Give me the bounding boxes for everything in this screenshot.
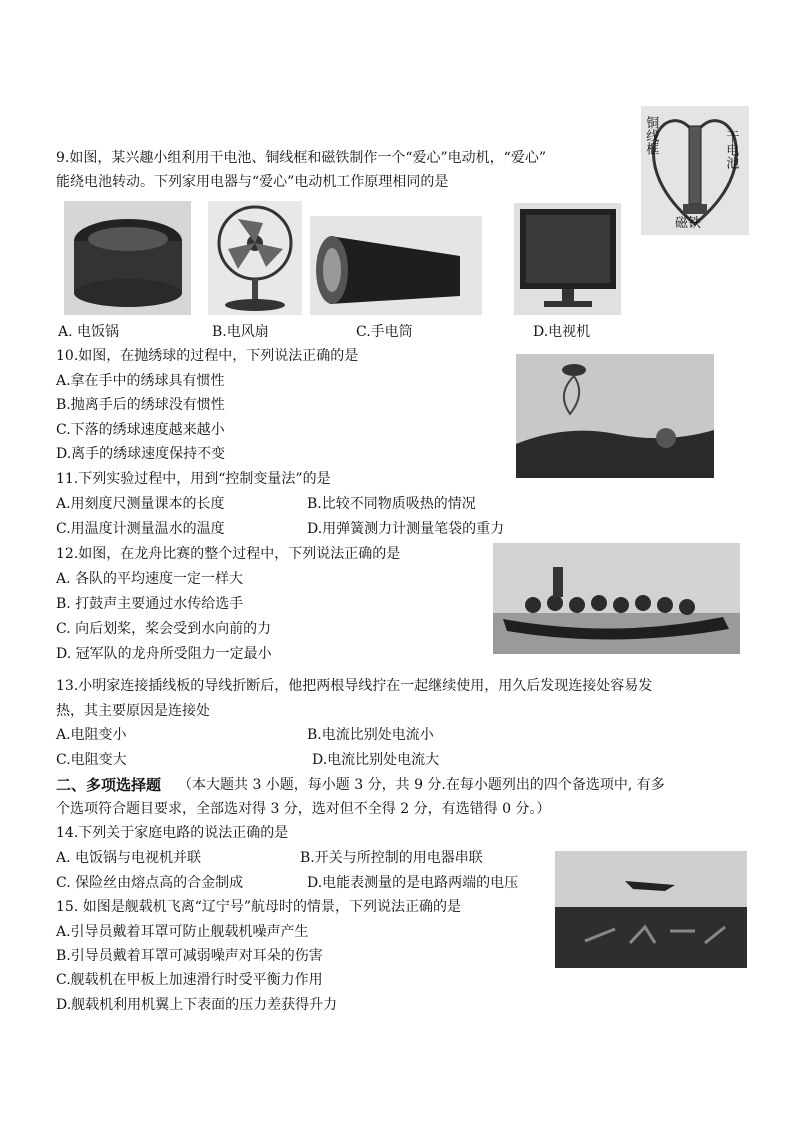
q12-option-b: B. 打鼓声主要通过水传给选手	[56, 596, 244, 612]
embroidered-ball-photo	[516, 354, 714, 478]
q9-stem-line2: 能绕电池转动。下列家用电器与“爱心”电动机工作原理相同的是	[56, 174, 449, 190]
rice-cooker-image	[64, 201, 191, 315]
q15-option-a: A.引导员戴着耳罩可防止舰载机噪声产生	[56, 924, 309, 940]
q11-option-d: D.用弹簧测力计测量笔袋的重力	[307, 521, 505, 537]
q13-stem-line1: 13.小明家连接插线板的导线折断后，他把两根导线拧在一起继续使用，用久后发现连接处容易发	[56, 678, 653, 694]
dragon-boat-photo	[493, 543, 740, 654]
q14-option-b: B.开关与所控制的用电器串联	[300, 850, 483, 866]
q12-option-d: D. 冠军队的龙舟所受阻力一定最小	[56, 646, 272, 662]
q15-option-c: C.舰载机在甲板上加速滑行时受平衡力作用	[56, 972, 323, 988]
q14-option-d: D.电能表测量的是电路两端的电压	[307, 875, 519, 891]
q9-option-a: A. 电饭锅	[58, 324, 120, 340]
dry-battery-label: 干电池	[723, 130, 739, 169]
q9-stem-line1: 9.如图，某兴趣小组利用干电池、铜线框和磁铁制作一个“爱心”电动机，“爱心”	[56, 150, 546, 166]
q9-option-c: C.手电筒	[356, 324, 413, 340]
section-heading: 二、多项选择题	[56, 776, 162, 794]
q13-option-b: B.电流比别处电流小	[307, 727, 434, 743]
copper-frame-label: 铜线框	[643, 116, 659, 155]
q11-stem: 11.下列实验过程中，用到“控制变量法”的是	[56, 471, 331, 487]
q15-option-d: D.舰载机利用机翼上下表面的压力差获得升力	[56, 997, 338, 1013]
heart-motor-figure	[641, 106, 749, 235]
television-image	[514, 203, 621, 315]
q11-option-b: B.比较不同物质吸热的情况	[307, 496, 476, 512]
magnet-label: 磁铁	[675, 216, 702, 231]
q14-option-c: C. 保险丝由熔点高的合金制成	[56, 875, 244, 891]
q15-option-b: B.引导员戴着耳罩可减弱噪声对耳朵的伤害	[56, 948, 323, 964]
q11-option-c: C.用温度计测量温水的温度	[56, 521, 225, 537]
q15-stem: 15. 如图是舰载机飞离“辽宁号”航母时的情景，下列说法正确的是	[56, 899, 462, 915]
electric-fan-image	[208, 201, 302, 315]
q10-option-c: C.下落的绣球速度越来越小	[56, 422, 225, 438]
q14-option-a: A. 电饭锅与电视机并联	[56, 850, 202, 866]
section-note-line2: 个选项符合题目要求，全部选对得 3 分，选对但不全得 2 分，有选错得 0 分。）	[56, 801, 551, 817]
q12-option-c: C. 向后划桨，桨会受到水向前的力	[56, 621, 272, 637]
q11-option-a: A.用刻度尺测量课本的长度	[56, 496, 225, 512]
q13-option-a: A.电阻变小	[56, 727, 127, 743]
q10-option-d: D.离手的绣球速度保持不变	[56, 446, 226, 462]
q14-stem: 14.下列关于家庭电路的说法正确的是	[56, 825, 289, 841]
q9-option-d: D.电视机	[533, 324, 591, 340]
q10-stem: 10.如图，在抛绣球的过程中，下列说法正确的是	[56, 348, 359, 364]
q13-stem-line2: 热，其主要原因是连接处	[56, 703, 210, 719]
q9-option-b: B.电风扇	[212, 324, 269, 340]
flashlight-image	[310, 216, 482, 315]
q13-option-c: C.电阻变大	[56, 752, 127, 768]
q10-option-b: B.抛离手后的绣球没有惯性	[56, 397, 225, 413]
q12-stem: 12.如图，在龙舟比赛的整个过程中，下列说法正确的是	[56, 546, 401, 562]
q12-option-a: A. 各队的平均速度一定一样大	[56, 571, 244, 587]
section-note-line1: （本大题共 3 小题，每小题 3 分，共 9 分.在每小题列出的四个备选项中, 有多	[178, 777, 665, 793]
carrier-aircraft-photo	[555, 851, 747, 968]
q13-option-d: D.电流比别处电流大	[312, 752, 440, 768]
q10-option-a: A.拿在手中的绣球具有惯性	[56, 373, 225, 389]
